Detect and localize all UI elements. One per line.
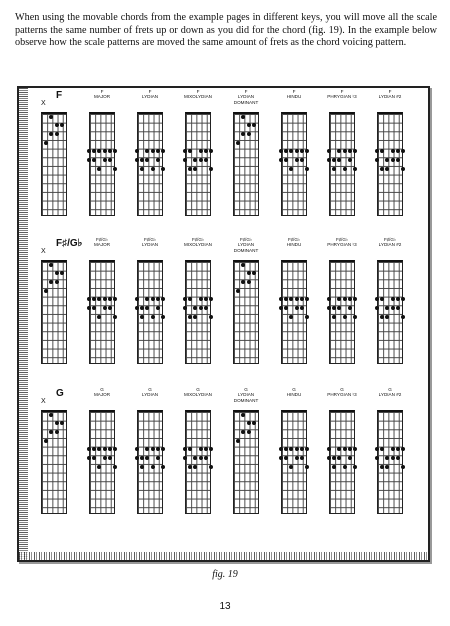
scale-diagram: [281, 410, 307, 514]
fret-dot: [396, 158, 400, 162]
fret-dot: [327, 158, 331, 162]
fret-dot: [151, 297, 155, 301]
fret-dot: [87, 158, 91, 162]
chord-diagram: [41, 112, 67, 216]
fret-dot: [305, 149, 309, 153]
fret-dot: [247, 132, 251, 136]
scale-diagram: [377, 410, 403, 514]
fret-dot: [108, 306, 112, 310]
fret-dot: [44, 141, 48, 145]
fret-dot: [140, 167, 144, 171]
fret-dot: [199, 456, 203, 460]
fret-dot: [151, 315, 155, 319]
fret-dot: [103, 149, 107, 153]
fret-dot: [113, 167, 117, 171]
fret-dot: [353, 167, 357, 171]
scale-diagram-label: G LYDIAN DOMINANT: [233, 387, 259, 403]
fret-dot: [391, 149, 395, 153]
fret-dot: [247, 123, 251, 127]
fret-dot: [103, 158, 107, 162]
left-border-texture: [19, 88, 28, 560]
fret-dot: [348, 456, 352, 460]
fret-dot: [295, 306, 299, 310]
scale-diagram: [281, 260, 307, 364]
fret-dot: [295, 456, 299, 460]
fret-dot: [108, 456, 112, 460]
muted-string-mark: X: [41, 398, 46, 405]
fret-dot: [300, 306, 304, 310]
fret-dot: [391, 306, 395, 310]
fret-dot: [332, 167, 336, 171]
fret-dot: [396, 456, 400, 460]
fret-dot: [156, 456, 160, 460]
intro-paragraph: When using the movable chords from the example pages in different keys, you will move all the scale patterns the same number of frets up or down as you did for the chord (fig. 19). In the example below observe how the scale patterns are moved the same amount of frets as the chord voicing pattern.: [15, 12, 437, 49]
fret-dot: [391, 447, 395, 451]
fret-dot: [391, 297, 395, 301]
fret-dot: [55, 421, 59, 425]
fret-dot: [305, 167, 309, 171]
fret-dot: [401, 447, 405, 451]
fret-dot: [295, 447, 299, 451]
scale-diagram: [137, 410, 163, 514]
fret-dot: [199, 158, 203, 162]
scale-diagram: [233, 410, 259, 514]
fret-dot: [343, 465, 347, 469]
fret-dot: [236, 439, 240, 443]
scale-diagram: [329, 410, 355, 514]
fret-dot: [156, 306, 160, 310]
scale-diagram: [233, 112, 259, 216]
fret-dot: [375, 306, 379, 310]
fret-dot: [209, 167, 213, 171]
scale-diagram: [89, 112, 115, 216]
fret-dot: [103, 306, 107, 310]
fret-dot: [391, 456, 395, 460]
fret-dot: [236, 141, 240, 145]
scale-diagram: [137, 260, 163, 364]
scale-diagram: [233, 260, 259, 364]
scale-diagram-label: G LYDIAN #2: [378, 387, 402, 398]
fret-dot: [156, 158, 160, 162]
scale-diagram-label: G PHRYGIAN ♮3: [327, 387, 357, 398]
fret-dot: [183, 306, 187, 310]
fret-dot: [161, 315, 165, 319]
fret-dot: [375, 456, 379, 460]
fret-dot: [183, 456, 187, 460]
fret-dot: [396, 306, 400, 310]
fret-dot: [151, 447, 155, 451]
scale-diagram: [185, 260, 211, 364]
fret-dot: [305, 315, 309, 319]
fret-dot: [55, 430, 59, 434]
fret-dot: [44, 439, 48, 443]
fret-dot: [161, 447, 165, 451]
section-key-label: G: [56, 388, 64, 399]
fret-dot: [300, 456, 304, 460]
fret-dot: [161, 297, 165, 301]
fret-dot: [401, 167, 405, 171]
fret-dot: [375, 158, 379, 162]
fret-dot: [103, 447, 107, 451]
fret-dot: [108, 158, 112, 162]
fret-dot: [343, 447, 347, 451]
fret-dot: [44, 289, 48, 293]
fret-dot: [247, 421, 251, 425]
fret-dot: [199, 297, 203, 301]
scale-diagram: [89, 410, 115, 514]
fret-dot: [204, 456, 208, 460]
scale-diagram-label: G LYDIAN: [141, 387, 159, 398]
scale-diagram-label: F LYDIAN #2: [378, 89, 402, 100]
fret-dot: [380, 465, 384, 469]
scale-diagram: [377, 112, 403, 216]
fret-dot: [161, 167, 165, 171]
fret-dot: [305, 465, 309, 469]
fret-dot: [113, 149, 117, 153]
fret-dot: [103, 297, 107, 301]
scale-diagram-label: G HINDU: [286, 387, 302, 398]
fret-dot: [327, 456, 331, 460]
fret-dot: [353, 315, 357, 319]
fret-dot: [135, 456, 139, 460]
fret-dot: [305, 447, 309, 451]
fret-dot: [305, 297, 309, 301]
fret-dot: [380, 315, 384, 319]
fret-dot: [348, 158, 352, 162]
fret-dot: [209, 447, 213, 451]
scale-diagram-label: G MAJOR: [93, 387, 111, 398]
section-key-label: F♯/G♭: [56, 238, 83, 249]
fret-dot: [279, 158, 283, 162]
fret-dot: [140, 465, 144, 469]
fret-dot: [401, 149, 405, 153]
fret-dot: [188, 465, 192, 469]
fret-dot: [188, 167, 192, 171]
fret-dot: [55, 271, 59, 275]
scale-diagram-label: F♯/G♭ MAJOR: [93, 237, 111, 248]
scale-diagram-label: F MIXOLYDIAN: [184, 89, 212, 100]
fret-dot: [348, 306, 352, 310]
fret-dot: [161, 465, 165, 469]
fret-dot: [55, 123, 59, 127]
fret-dot: [343, 315, 347, 319]
fret-dot: [247, 271, 251, 275]
fret-dot: [343, 297, 347, 301]
fret-dot: [353, 465, 357, 469]
fret-dot: [353, 149, 357, 153]
figure-19-box: [17, 86, 430, 562]
fret-dot: [332, 465, 336, 469]
fret-dot: [295, 158, 299, 162]
fret-dot: [204, 158, 208, 162]
fret-dot: [199, 306, 203, 310]
fret-dot: [332, 315, 336, 319]
fret-dot: [103, 456, 107, 460]
fret-dot: [204, 306, 208, 310]
scale-diagram-label: F♯/G♭ PHRYGIAN ♮3: [327, 237, 357, 248]
page-number: 13: [219, 601, 231, 612]
fret-dot: [279, 306, 283, 310]
fret-dot: [353, 297, 357, 301]
figure-caption: fig. 19: [212, 569, 238, 580]
scale-diagram-label: F LYDIAN DOMINANT: [233, 89, 259, 105]
fret-dot: [209, 297, 213, 301]
fret-dot: [295, 149, 299, 153]
fret-dot: [55, 132, 59, 136]
fret-dot: [401, 297, 405, 301]
scale-diagram-label: F♯/G♭ LYDIAN: [141, 237, 159, 248]
fret-dot: [87, 456, 91, 460]
fret-dot: [55, 280, 59, 284]
fret-dot: [343, 149, 347, 153]
scale-diagram: [137, 112, 163, 216]
muted-string-mark: X: [41, 100, 46, 107]
scale-diagram: [329, 260, 355, 364]
scale-diagram: [89, 260, 115, 364]
fret-dot: [209, 315, 213, 319]
fret-dot: [343, 167, 347, 171]
fret-dot: [327, 306, 331, 310]
scale-diagram: [281, 112, 307, 216]
scale-diagram-label: F♯/G♭ MIXOLYDIAN: [184, 237, 212, 248]
fret-dot: [151, 465, 155, 469]
fret-dot: [87, 306, 91, 310]
fret-dot: [135, 158, 139, 162]
fret-dot: [401, 465, 405, 469]
scale-diagram-label: F♯/G♭ HINDU: [286, 237, 302, 248]
scale-diagram: [185, 410, 211, 514]
chord-diagram: [41, 410, 67, 514]
scale-diagram-label: F MAJOR: [93, 89, 111, 100]
fret-dot: [353, 447, 357, 451]
fret-dot: [300, 158, 304, 162]
fret-dot: [209, 149, 213, 153]
fret-dot: [113, 297, 117, 301]
fret-dot: [151, 167, 155, 171]
fret-dot: [401, 315, 405, 319]
scale-diagram-label: F LYDIAN: [141, 89, 159, 100]
fret-dot: [113, 315, 117, 319]
fret-dot: [279, 456, 283, 460]
scale-diagram-label: G MIXOLYDIAN: [184, 387, 212, 398]
fret-dot: [199, 149, 203, 153]
scale-diagram-label: F♯/G♭ LYDIAN DOMINANT: [233, 237, 259, 253]
fret-dot: [140, 315, 144, 319]
fret-dot: [151, 149, 155, 153]
fret-dot: [380, 167, 384, 171]
fret-dot: [135, 306, 139, 310]
scale-diagram-label: F HINDU: [286, 89, 302, 100]
fret-dot: [295, 297, 299, 301]
chord-diagram: [41, 260, 67, 364]
fret-dot: [199, 447, 203, 451]
fret-dot: [391, 158, 395, 162]
fret-dot: [236, 289, 240, 293]
scale-diagram: [377, 260, 403, 364]
bottom-border-texture: [19, 552, 428, 560]
muted-string-mark: X: [41, 248, 46, 255]
scale-diagram: [329, 112, 355, 216]
fret-dot: [183, 158, 187, 162]
scale-diagram: [185, 112, 211, 216]
fret-dot: [188, 315, 192, 319]
fret-dot: [247, 280, 251, 284]
scale-diagram-label: F PHRYGIAN ♮3: [327, 89, 357, 100]
fret-dot: [113, 465, 117, 469]
scale-diagram-label: F♯/G♭ LYDIAN #2: [378, 237, 402, 248]
fret-dot: [247, 430, 251, 434]
fret-dot: [161, 149, 165, 153]
fret-dot: [209, 465, 213, 469]
fret-dot: [113, 447, 117, 451]
section-key-label: F: [56, 90, 63, 101]
